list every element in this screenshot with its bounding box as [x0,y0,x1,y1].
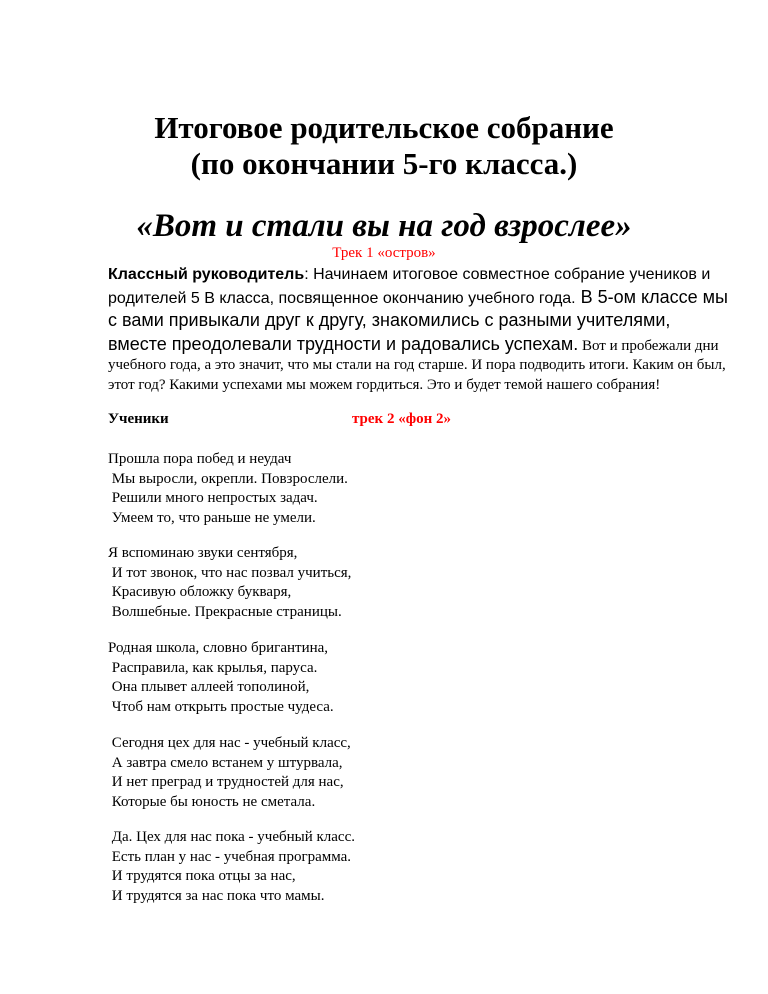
title-line-1: Итоговое родительское собрание [154,110,614,145]
poem-line: Сегодня цех для нас - учебный класс, [108,735,351,751]
intro-part-3: Вот и пробежали дни учебного года, а это значит, что мы стали на год старше. И пора подводить итоги. Каким он был, этот год? Какими успехами мы можем гордиться. Это и будет темой нашего собрания! [108,337,726,393]
poem-line: Красивую обложку букваря, [108,584,292,600]
poem-stanza-2 [108,544,351,622]
poem-line: Мы выросли, окрепли. Повзрослели. [108,470,348,487]
intro-part-2: В 5-ом классе мы с вами привыкали друг к другу, знакомились с разными учителями, вместе преодолевали трудности и радовались успехам. [108,286,728,354]
poem-line: Родная школа, словно бригантина, [108,640,329,656]
poem-line: И трудятся пока отцы за нас, [108,868,296,884]
intro-part-1: : Начинаем итоговое совместное собрание учеников и родителей 5 В класса, посвященное окончанию учебного года. [108,266,711,307]
poem-line: Расправила, как крылья, паруса. [108,659,318,676]
poem-line: Она плывет аллеей тополиной, [108,679,310,695]
event-subtitle [0,207,768,245]
track-1-cue: Трек 1 «остров» [332,245,436,261]
title-line-2: (по окончании 5-го класса.) [190,146,578,181]
poem-line: Да. Цех для нас пока - учебный класс. [108,829,355,845]
poem-line: И трудятся за нас пока что мамы. [108,887,325,904]
subtitle-open-quote: « [136,208,153,244]
poem-stanza-1 [108,450,348,528]
poem-stanza-5 [108,828,355,906]
poem-line: Решили много непростых задач. [108,490,318,506]
students-label: Ученики [108,411,169,427]
track-2-cue: трек 2 «фон 2» [352,411,451,427]
teacher-intro-paragraph [108,265,728,395]
teacher-label: Классный руководитель [108,266,305,283]
poem-line: Волшебные. Прекрасные страницы. [108,603,342,620]
poem-line: Которые бы юность не сметала. [108,793,316,810]
poem-stanza-4 [108,734,351,812]
subtitle-close-quote: » [615,208,632,244]
poem-stanza-3 [108,639,334,717]
poem-line: Чтоб нам открыть простые чудеса. [108,698,334,715]
subtitle-text: Вот и стали вы на год взрослее [152,208,616,244]
poem-line: И нет преград и трудностей для нас, [108,774,344,790]
poem-line: Прошла пора побед и неудач [108,451,292,467]
poem-line: А завтра смело встанем у штурвала, [108,754,343,771]
poem-line: И тот звонок, что нас позвал учиться, [108,564,352,581]
poem-line: Умеем то, что раньше не умели. [108,509,316,526]
poem-line: Есть план у нас - учебная программа. [108,848,352,865]
poem-line: Я вспоминаю звуки сентября, [108,545,298,561]
